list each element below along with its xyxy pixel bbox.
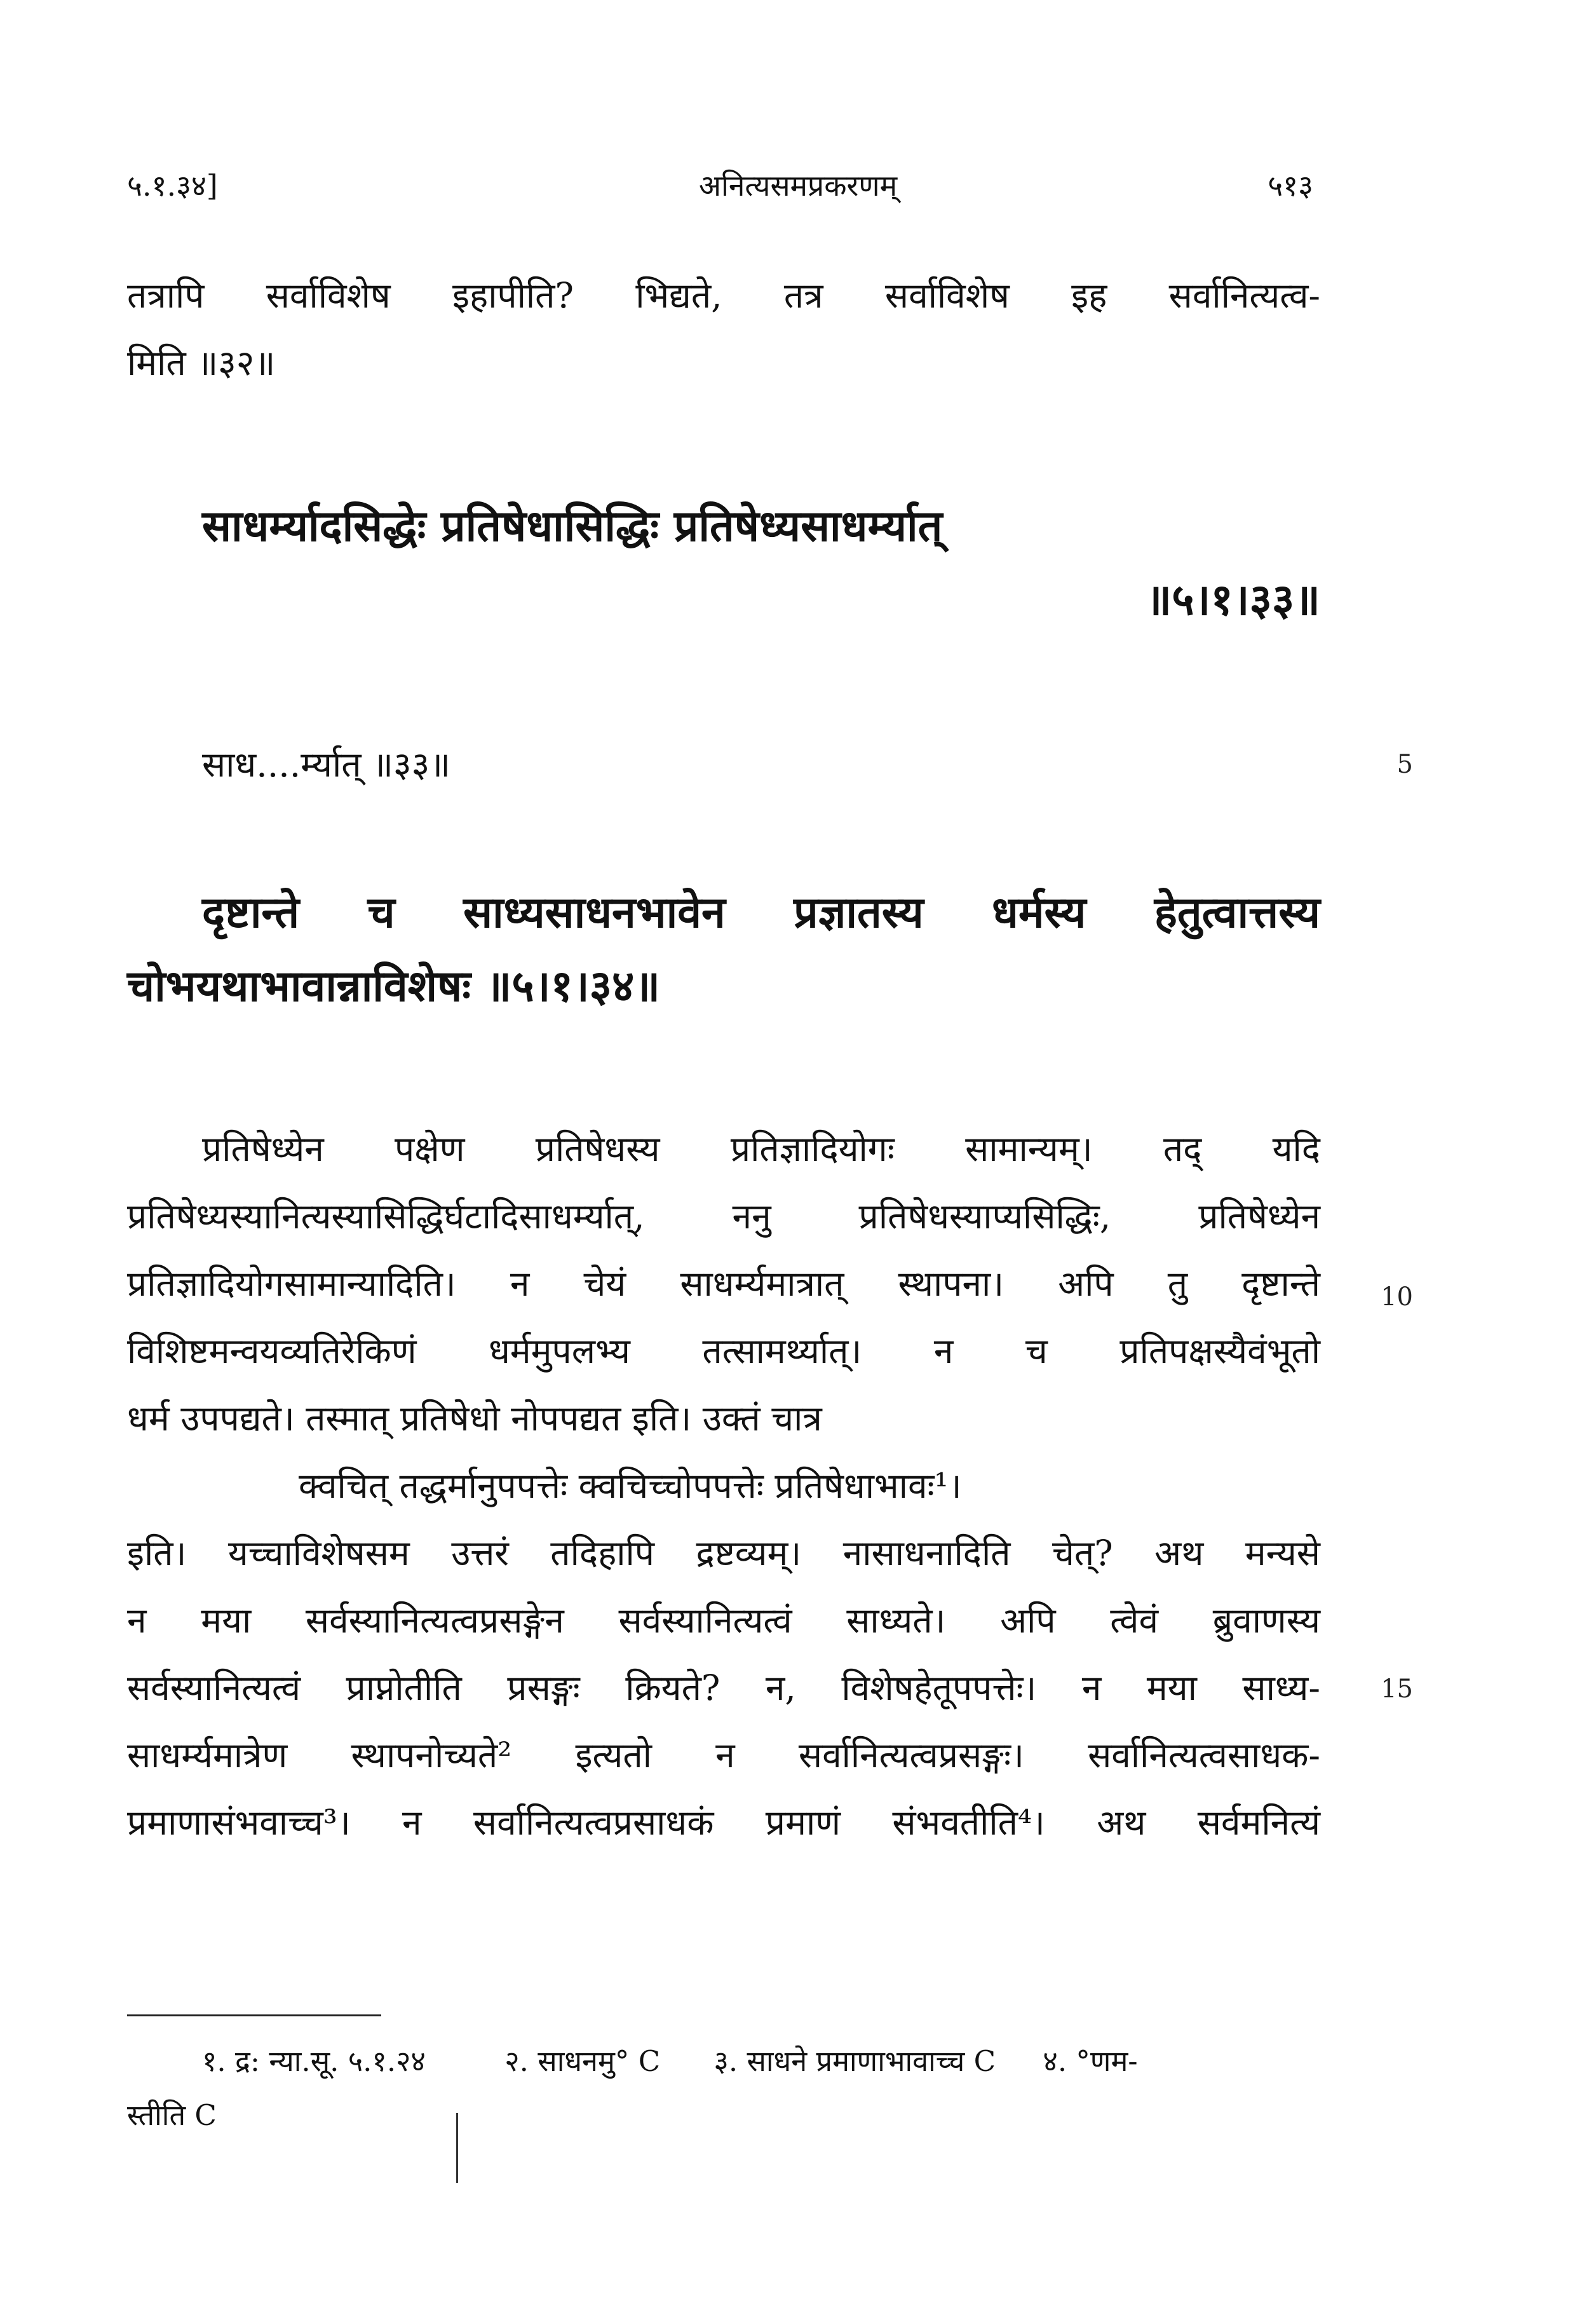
- header-page-number: ५१३: [1268, 168, 1313, 203]
- paragraph-1-line-2: मिति ॥३२॥: [127, 343, 276, 383]
- sutra-33: [202, 489, 1320, 637]
- paragraph-1: [127, 262, 1320, 397]
- sutra-33-line-1: साधर्म्यादसिद्धेः प्रतिषेधासिद्धिः प्रतिषेध्यसाधर्म्यात्: [202, 501, 943, 552]
- footnote-1: १. द्र: न्या.सू. ५.१.२४: [202, 2044, 426, 2078]
- header-section-ref: ५.१.३४]: [127, 168, 218, 203]
- paragraph-2-line-3: प्रतिज्ञादियोगसामान्यादिति। न चेयं साधर्म्यमात्रात् स्थापना। अपि तु दृष्टान्ते: [127, 1263, 1320, 1304]
- paragraph-3-line-5: प्रमाणासंभवाच्च³। न सर्वानित्यत्वप्रसाधकं प्रमाणं संभवतीति⁴। अथ सर्वमनित्यं: [127, 1802, 1320, 1843]
- footnote-3: ३. साधने प्रमाणाभावाच्च C: [713, 2044, 996, 2078]
- commentary-33: [202, 731, 1395, 798]
- footnote-4-continued: स्तीति C: [127, 2098, 217, 2132]
- line-number-5: 5: [1396, 750, 1413, 779]
- footnote-4: ४. °णम-: [1043, 2044, 1138, 2078]
- footnotes-line-2: [127, 2091, 1320, 2140]
- footnote-2: २. साधनमु° C: [504, 2044, 661, 2078]
- quote-verse-text: क्वचित् तद्धर्मानुपपत्तेः क्वचिच्चोपपत्तेः प्रतिषेधाभावः¹।: [299, 1465, 962, 1506]
- sutra-33-number: ॥५।१।३३॥: [1146, 574, 1320, 625]
- margin-mark: [456, 2113, 458, 2183]
- paragraph-3: [127, 1519, 1320, 1856]
- paragraph-2-line-2: प्रतिषेध्यस्यानित्यस्यासिद्धिर्घटादिसाधर्म्यात्, ननु प्रतिषेधस्याप्यसिद्धिः, प्रतिषेध्येन: [127, 1196, 1320, 1237]
- sutra-34-line-1: दृष्टान्ते च साध्यसाधनभावेन प्रज्ञातस्य धर्मस्य हेतुत्वात्तस्य: [202, 887, 1320, 938]
- paragraph-2-line-5: धर्म उपपद्यते। तस्मात् प्रतिषेधो नोपपद्यत इति। उक्तं चात्र: [127, 1398, 822, 1439]
- footnote-rule: [127, 2014, 381, 2016]
- sutra-34: [127, 876, 1320, 1023]
- line-number-10: 10: [1381, 1282, 1413, 1312]
- paragraph-2: [127, 1115, 1320, 1452]
- paragraph-3-line-4: साधर्म्यमात्रेण स्थापनोच्यते² इत्यतो न सर्वानित्यत्वप्रसङ्गः। सर्वानित्यत्वसाधक-: [127, 1735, 1320, 1775]
- header-chapter-title: अनित्यसमप्रकरणम्: [698, 168, 898, 203]
- quote-verse: [299, 1452, 1315, 1519]
- paragraph-3-line-2: न मया सर्वस्यानित्यत्वप्रसङ्गेन सर्वस्यानित्यत्वं साध्यते। अपि त्वेवं ब्रुवाणस्य: [127, 1600, 1320, 1641]
- paragraph-3-line-1: इति। यच्चाविशेषसम उत्तरं तदिहापि द्रष्टव्यम्। नासाधनादिति चेत्? अथ मन्यसे: [127, 1533, 1320, 1573]
- paragraph-3-line-3: सर्वस्यानित्यत्वं प्राप्नोतीति प्रसङ्गः क्रियते? न, विशेषहेतूपपत्तेः। न मया साध्य-: [127, 1667, 1320, 1708]
- commentary-33-text: साध....र्म्यात् ॥३३॥: [202, 744, 451, 785]
- line-number-15: 15: [1381, 1674, 1413, 1704]
- paragraph-2-line-4: विशिष्टमन्वयव्यतिरेकिणं धर्ममुपलभ्य तत्सामर्थ्यात्। न च प्रतिपक्षस्यैवंभूतो: [127, 1331, 1320, 1371]
- footnotes-line-1: [202, 2037, 1320, 2086]
- sutra-34-line-2: चोभयथाभावान्नाविशेषः ॥५।१।३४॥: [127, 961, 661, 1012]
- paragraph-1-line-1: तत्रापि सर्वाविशेष इहापीति? भिद्यते, तत्र सर्वाविशेष इह सर्वानित्यत्व-: [127, 275, 1320, 316]
- paragraph-2-line-1: प्रतिषेध्येन पक्षेण प्रतिषेधस्य प्रतिज्ञादियोगः सामान्यम्। तद् यदि: [202, 1129, 1320, 1169]
